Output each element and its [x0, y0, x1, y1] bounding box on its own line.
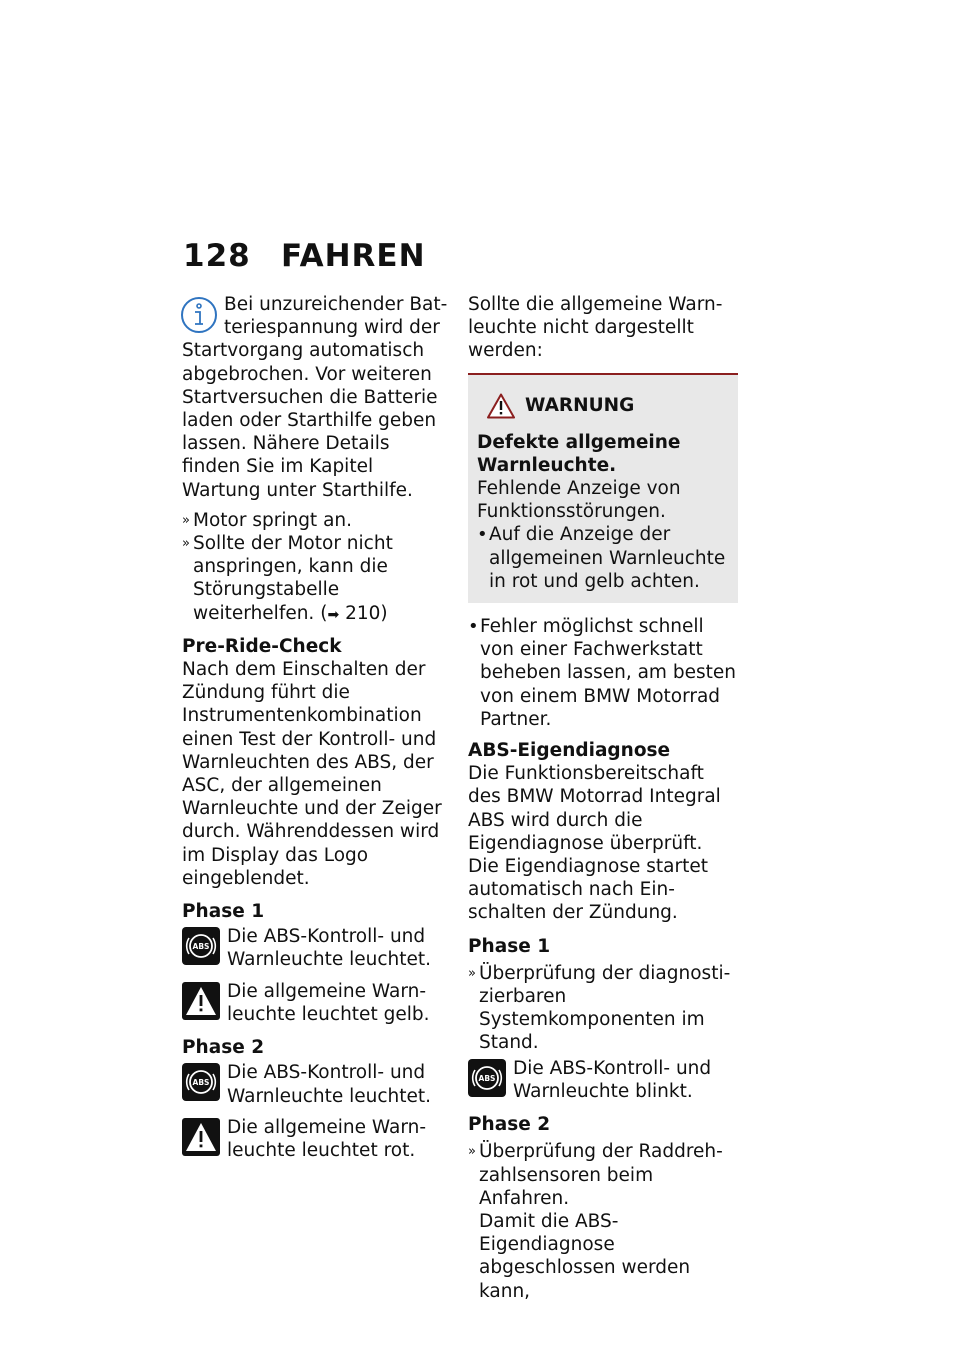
- abs-diagnosis-text: Die Funktionsbereitschaft des BMW Motorrad Integral ABS wird durch die Eigendiagnose überprüft. Die Eigendiagnose startet automatisch nach Einschalten der Zündung.: [468, 763, 721, 924]
- list-item: » Überprüfung der Raddrehzahlsensoren beim Anfahren.: [468, 1141, 723, 1209]
- phase2-abs-row: [182, 1061, 452, 1107]
- phase1-general-row: [182, 980, 452, 1026]
- general-warning-light-icon: [182, 1118, 220, 1156]
- battery-note: [182, 293, 452, 502]
- phase2-general-row: [182, 1116, 452, 1162]
- diag-phase1-abs-row: [468, 1057, 738, 1103]
- svg-text:ABS: ABS: [192, 942, 210, 952]
- warning-intro: Sollte die allgemeine Warnleuchte nicht dargestellt werden:: [468, 294, 723, 362]
- phase1-abs-row: [182, 925, 452, 971]
- diag-phase2-list: [468, 1140, 738, 1302]
- phase2-heading: Phase 2: [182, 1037, 265, 1059]
- precheck-heading: Pre-Ride-Check: [182, 635, 342, 657]
- general-warning-light-icon: [182, 982, 220, 1020]
- list-item: » Motor springt an.: [182, 509, 353, 531]
- page-reference-arrow-icon: ➡: [327, 606, 340, 623]
- abs-warning-light-icon: [182, 1063, 220, 1101]
- left-column: [182, 293, 452, 1170]
- precheck-text: Nach dem Einschalten der Zündung führt die Instrumentenkombination einen Test der Kontroll- und Warnleuchten des ABS, der ASC, der allgemeinen Warnleuchte und der Zeiger durch. Währenddessen wird im Display das Logo eingeblendet.: [182, 659, 442, 889]
- svg-text:ABS: ABS: [478, 1073, 496, 1083]
- right-column: [468, 293, 738, 1311]
- section-title: FAHREN: [281, 238, 426, 274]
- bullet-marker: »: [182, 536, 190, 552]
- svg-text:ABS: ABS: [192, 1078, 210, 1088]
- warning-title: WARNUNG: [487, 393, 726, 419]
- info-icon: [179, 295, 219, 335]
- bullet-marker: »: [468, 1144, 476, 1160]
- phase1-heading: Phase 1: [182, 901, 265, 923]
- phase2-general-text: Die allgemeine Warnleuchte leuchtet rot.: [227, 1116, 427, 1161]
- warning-triangle-icon: [487, 393, 515, 419]
- phase1-abs-text: Die ABS-Kontroll- und Warnleuchte leuchtet.: [227, 926, 432, 971]
- warning-text: Fehlende Anzeige von Funktionsstörungen.: [477, 478, 681, 523]
- warning-bullet-list: [477, 523, 726, 593]
- repair-bullet-list: [468, 615, 738, 731]
- list-item: • Auf die Anzeige der allgemeinen Warnleuchte in rot und gelb achten.: [477, 524, 726, 592]
- phase1-general-text: Die allgemeine Warnleuchte leuchtet gelb.: [227, 980, 430, 1025]
- list-item: » Sollte der Motor nicht anspringen, kann die Störungstabelle weiterhelfen. (➡ 210): [182, 533, 393, 624]
- diag-phase1-heading: Phase 1: [468, 935, 551, 957]
- warning-subtitle: Defekte allgemeine Warnleuchte.: [477, 431, 681, 476]
- diag-phase2-heading: Phase 2: [468, 1114, 551, 1136]
- abs-warning-light-icon: [182, 927, 220, 965]
- battery-note-text: Bei unzureichender Batteriespannung wird der Startvorgang automatisch abgebrochen. Vor weiteren Startversuchen die Batterie laden oder Starthilfe geben lassen. Nähere Details finden Sie im Kapitel Wartung unter Starthilfe.: [182, 294, 448, 501]
- list-continuation: Damit die ABS-Eigendiagnose abgeschlossen werden kann,: [479, 1210, 691, 1302]
- bullet-marker: »: [468, 965, 476, 981]
- bullet-marker: •: [468, 616, 479, 638]
- list-item: • Fehler möglichst schnell von einer Fachwerkstatt beheben lassen, am besten von einem BMW Motorrad Partner.: [468, 616, 736, 730]
- abs-diagnosis-heading: ABS-Eigendiagnose: [468, 740, 671, 762]
- warning-box: [468, 373, 738, 603]
- page-reference-link[interactable]: 210: [345, 602, 381, 624]
- bullet-marker: •: [477, 524, 488, 546]
- list-item: » Überprüfung der diagnostizierbaren Systemkomponenten im Stand.: [468, 962, 731, 1054]
- phase2-abs-text: Die ABS-Kontroll- und Warnleuchte leuchtet.: [227, 1062, 432, 1107]
- start-result-list: [182, 509, 452, 627]
- diag-phase1-list: [468, 962, 738, 1055]
- page-header: [183, 238, 426, 274]
- page-number: 128: [183, 238, 251, 274]
- diag-phase1-abs-text: Die ABS-Kontroll- und Warnleuchte blinkt.: [513, 1057, 712, 1102]
- abs-warning-light-icon: [468, 1059, 506, 1097]
- bullet-marker: »: [182, 512, 190, 528]
